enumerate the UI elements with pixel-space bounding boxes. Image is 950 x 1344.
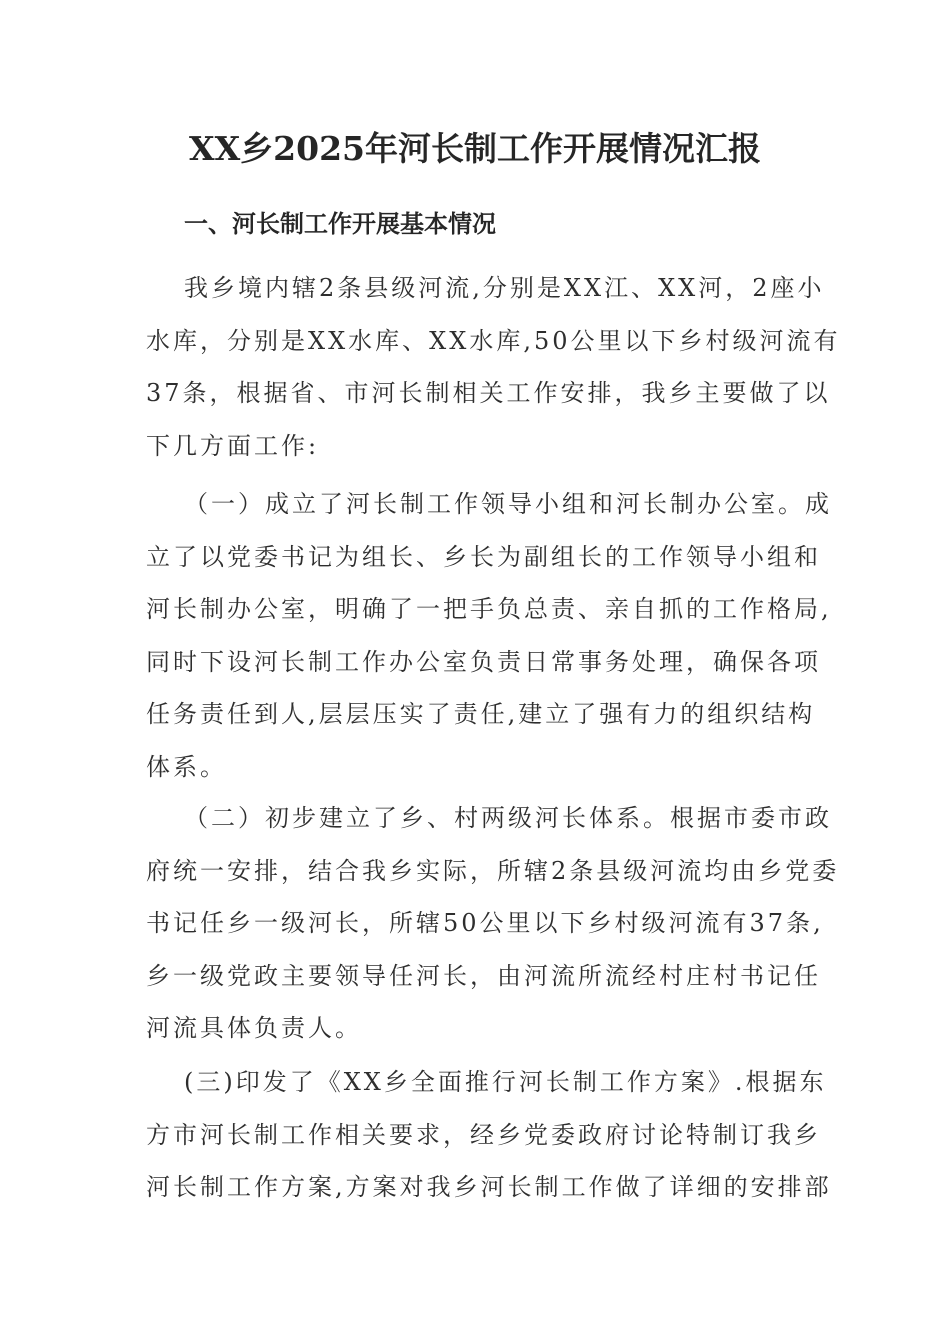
paragraph-line: 河流具体负责人。 <box>146 1014 362 1042</box>
paragraph-line: 书记任乡一级河长，所辖50公里以下乡村级河流有37条, <box>146 909 824 937</box>
section-heading: 一、河长制工作开展基本情况 <box>184 210 496 238</box>
paragraph-line: (三)印发了《XX乡全面推行河长制工作方案》.根据东 <box>184 1068 827 1096</box>
paragraph-line: 乡一级党政主要领导任河长，由河流所流经村庄村书记任 <box>146 961 821 990</box>
paragraph-line: 方市河长制工作相关要求，经乡党委政府讨论特制订我乡 <box>146 1120 821 1149</box>
paragraph-line: （二）初步建立了乡、村两级河长体系。根据市委市政 <box>184 804 832 832</box>
paragraph-line: 同时下设河长制工作办公室负责日常事务处理，确保各项 <box>146 647 821 676</box>
paragraph-line: 立了以党委书记为组长、乡长为副组长的工作领导小组和 <box>146 542 821 571</box>
paragraph-item-2 <box>146 792 840 1055</box>
paragraph-line: 我乡境内辖2条县级河流,分别是XX江、XX河，2座小 <box>184 274 825 302</box>
paragraph-line: 河长制工作方案,方案对我乡河长制工作做了详细的安排部 <box>146 1173 832 1201</box>
paragraph-item-3 <box>146 1056 832 1214</box>
paragraph-line: 水库，分别是XX水库、XX水库,50公里以下乡村级河流有 <box>146 326 841 355</box>
document-title: XX乡2025年河长制工作开展情况汇报 <box>188 129 762 168</box>
paragraph-line: 体系。 <box>146 752 227 781</box>
paragraph-line: 下几方面工作: <box>146 431 320 460</box>
paragraph-line: 37条，根据省、市河长制相关工作安排，我乡主要做了以 <box>146 379 831 407</box>
paragraph-line: （一）成立了河长制工作领导小组和河长制办公室。成 <box>184 490 832 518</box>
paragraph-line: 任务责任到人,层层压实了责任,建立了强有力的组织结构 <box>146 700 816 728</box>
paragraph-line: 河长制办公室，明确了一把手负总责、亲自抓的工作格局, <box>146 595 832 623</box>
paragraph-item-1 <box>146 478 832 793</box>
paragraph-line: 府统一安排，结合我乡实际，所辖2条县级河流均由乡党委 <box>146 856 840 885</box>
paragraph-intro <box>146 262 841 472</box>
